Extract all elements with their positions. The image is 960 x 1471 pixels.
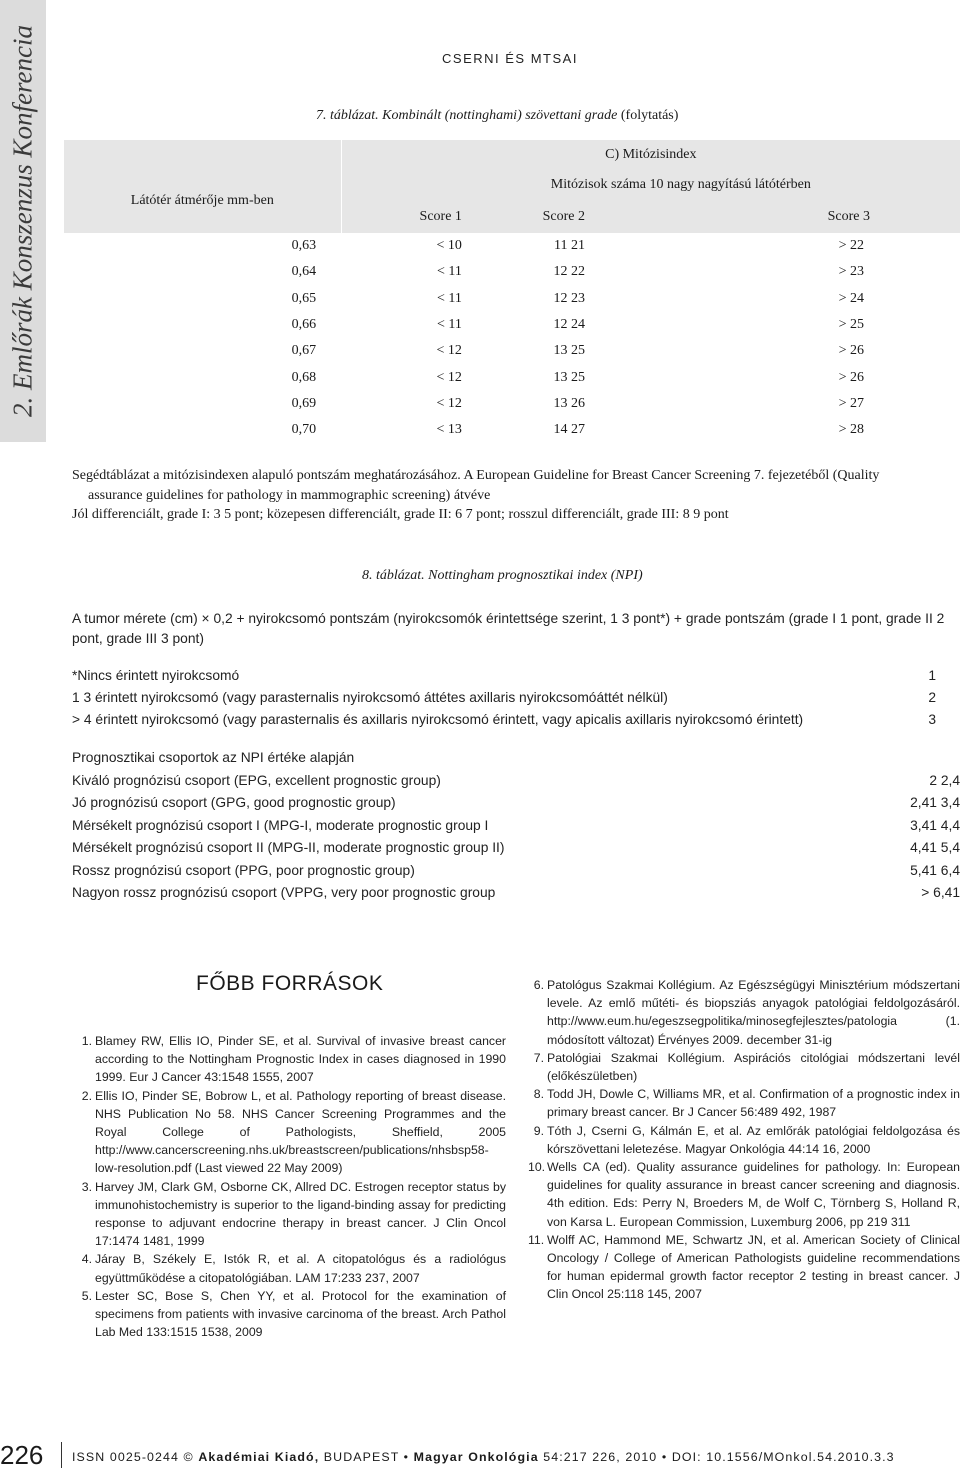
footer-divider — [61, 1442, 62, 1468]
table-cell: 0,68 — [291, 369, 317, 385]
table-row — [64, 286, 960, 312]
references-left-column — [76, 1032, 506, 1341]
list-item — [72, 665, 960, 687]
table-cell: > 27 — [838, 395, 864, 411]
table-row — [64, 233, 960, 259]
reference-item — [528, 1158, 960, 1231]
table7-caption — [316, 108, 678, 124]
reference-number: 10. — [528, 1160, 546, 1175]
footer-citation — [72, 1450, 895, 1464]
npi-group-label: Rossz prognózisú csoport (PPG, poor prognostic group) — [72, 862, 415, 878]
reference-text: Ellis IO, Pinder SE, Bobrow L, et al. Pathology reporting of breast disease. NHS Publication No 58. NHS Cancer Screening Programmes and the Royal College of Pathologists, Sheffield, 2005 http://www.cancerscreening.nhs.uk/breastscreen/publications/nhsbsp58-low-resolution.pdf (Last viewed 22 May 2009) — [95, 1088, 506, 1176]
npi-group-label: Kiváló prognózisú csoport (EPG, excellent prognostic group) — [72, 772, 441, 788]
list-item — [72, 709, 960, 731]
table-cell: > 25 — [838, 317, 864, 333]
reference-item — [528, 1122, 960, 1158]
table7-col-score1: Score 1 — [341, 201, 462, 233]
reference-number: 5. — [81, 1288, 92, 1303]
table-cell: 11 21 — [553, 238, 585, 254]
table7-caption-title: Kombinált (nottinghami) szövettani grade — [382, 108, 618, 123]
table-row — [64, 364, 960, 390]
table-cell: < 12 — [436, 369, 462, 385]
npi-node-value: 2 — [928, 690, 936, 705]
npi-node-scores — [72, 665, 960, 731]
npi-formula: A tumor mérete (cm) × 0,2 + nyirokcsomó pontszám (nyirokcsomók érintettsége szerint, 1 3 pont*) + grade pontszám (grade I 1 pont, grade II 2 pont, grade III 3 pont) — [72, 611, 945, 646]
reference-text: Patológiai Szakmai Kollégium. Aspirációs citológiai módszertani levél (előkészületben) — [547, 1050, 960, 1084]
npi-table — [72, 609, 960, 905]
footer-volume-doi: 54:217 226, 2010 • DOI: 10.1556/MOnkol.54.2010.3.3 — [543, 1450, 895, 1464]
table7-note-2: Jól differenciált, grade I: 3 5 pont; közepesen differenciált, grade II: 6 7 pont; rosszul differenciált, grade III: 8 9 pont — [72, 507, 729, 522]
table8-caption-title: Nottingham prognosztikai index (NPI) — [428, 568, 643, 583]
table-cell: 0,65 — [291, 290, 317, 306]
list-item — [72, 815, 960, 838]
table-cell: < 12 — [436, 343, 462, 359]
table-cell: < 10 — [436, 238, 462, 254]
table-row — [64, 312, 960, 338]
footer-publisher: Akadémiai Kiadó, — [198, 1450, 320, 1464]
table-cell: < 13 — [436, 422, 462, 438]
reference-number: 4. — [81, 1252, 92, 1267]
reference-number: 11. — [528, 1232, 545, 1247]
table-cell: 12 22 — [553, 264, 585, 280]
reference-item — [76, 1250, 506, 1286]
table-cell: > 26 — [838, 343, 864, 359]
table-cell: > 23 — [838, 264, 864, 280]
footer-city: BUDAPEST • — [323, 1450, 410, 1464]
table-cell: 0,63 — [291, 238, 317, 254]
npi-groups — [72, 747, 960, 905]
table7-group-header: Mitózisok száma 10 nagy nagyítású látótérben — [341, 169, 960, 201]
reference-number: 7. — [533, 1050, 544, 1065]
npi-node-label: *Nincs érintett nyirokcsomó — [72, 668, 240, 683]
npi-group-value: 4,41 5,4 — [910, 840, 960, 855]
table7-col-score3: Score 3 — [587, 201, 960, 233]
table-cell: < 11 — [437, 317, 462, 333]
footer-journal: Magyar Onkológia — [413, 1450, 539, 1464]
sidebar-conference-title: 2. Emlőrák Konszenzus Konferencia — [7, 25, 38, 417]
table8-caption-number: 8. táblázat. — [362, 568, 425, 583]
table-cell: 0,64 — [291, 264, 317, 280]
reference-number: 3. — [81, 1179, 92, 1194]
table-cell: 13 26 — [553, 395, 585, 411]
page-footer — [0, 1440, 960, 1470]
table-cell: 13 25 — [553, 369, 585, 385]
table-row — [64, 391, 960, 417]
reference-item — [76, 1178, 506, 1251]
reference-text: Blamey RW, Ellis IO, Pinder SE, et al. Survival of invasive breast cancer according to the Nottingham Prognostic Index in cases diagnosed in 1990 1999. Eur J Cancer 43:1548 1555, 2007 — [95, 1034, 506, 1085]
table8-caption — [362, 568, 643, 584]
reference-number: 8. — [533, 1087, 544, 1102]
reference-number: 6. — [533, 978, 544, 992]
list-item — [72, 837, 960, 860]
table7-notes — [72, 466, 960, 525]
reference-item — [528, 976, 960, 1049]
npi-groups-title-text: Prognosztikai csoportok az NPI értéke alapján — [72, 750, 355, 765]
reference-item — [76, 1087, 506, 1178]
list-item — [72, 792, 960, 815]
reference-item — [528, 1085, 960, 1121]
reference-text: Harvey JM, Clark GM, Osborne CK, Allred DC. Estrogen receptor status by immunohistochemistry is superior to the ligand-binding assay for predicting response to adjuvant endocrine therapy in breast cancer. J Clin Oncol 17:1474 1481, 1999 — [95, 1179, 506, 1249]
npi-group-label: Jó prognózisú csoport (GPG, good prognostic group) — [72, 795, 396, 810]
npi-group-label: Mérsékelt prognózisú csoport I (MPG-I, moderate prognostic group I — [72, 817, 489, 833]
page-number: 226 — [0, 1440, 44, 1470]
reference-text: Wells CA (ed). Quality assurance guidelines for pathology. In: European guidelines for quality assurance in breast cancer screening and diagnosis. 4th edition. Eds: Perry N, Broeders M, de Wolf C, Törnberg S, Holland R, von Karsa L. European Commission, Luxemburg 2006, pp 219 311 — [547, 1160, 960, 1229]
table-cell: < 11 — [437, 290, 462, 306]
sidebar-band — [0, 0, 46, 442]
table7-section-header: C) Mitózisindex — [341, 140, 960, 169]
mitosis-index-table — [64, 140, 960, 443]
reference-text: Wolff AC, Hammond ME, Schwartz JN, et al. American Society of Clinical Oncology / College of American Pathologists guideline recommendations for human epidermal growth factor receptor 2 testing in breast cancer. J Clin Oncol 25:118 145, 2007 — [547, 1232, 960, 1302]
table-cell: > 24 — [838, 290, 864, 306]
npi-node-value: 1 — [928, 668, 936, 683]
footer-issn: ISSN 0025-0244 © — [72, 1450, 194, 1464]
npi-group-value: > 6,41 — [921, 885, 960, 900]
table-cell: 0,67 — [291, 343, 317, 359]
table7-caption-number: 7. táblázat. — [316, 108, 379, 123]
npi-group-value: 2,41 3,4 — [910, 795, 960, 810]
npi-group-label: Nagyon rossz prognózisú csoport (VPPG, very poor prognostic group — [72, 885, 496, 900]
npi-node-label: 1 3 érintett nyirokcsomó (vagy parasternalis nyirokcsomó áttétes axillaris nyirokcsomóáttét nélkül) — [72, 690, 668, 705]
npi-node-label: > 4 érintett nyirokcsomó (vagy parasternalis és axillaris nyirokcsomó érintett, vagy apicalis axillaris nyirokcsomó érintett) — [72, 712, 804, 727]
references-title: FŐBB FORRÁSOK — [196, 972, 384, 995]
reference-text: Patológus Szakmai Kollégium. Az Egészségügyi Minisztérium módszertani levele. Az emlő műtéti- és biopsziás anyagok patológiai feldolgozásáról. http://www.eum.hu/egeszsegpolitika/minosegfejlesztes/patologia (1. módosított változat) Érvényes 2009. december 31-ig — [547, 978, 960, 1047]
table-cell: 12 23 — [553, 290, 585, 306]
reference-item — [76, 1032, 506, 1087]
table7-col-score2: Score 2 — [462, 201, 587, 233]
table7-row-header: Látótér átmérője mm-ben — [64, 169, 341, 233]
npi-node-value: 3 — [928, 712, 936, 727]
reference-text: Todd JH, Dowle C, Williams MR, et al. Confirmation of a prognostic index in primary breast cancer. Br J Cancer 56:489 492, 1987 — [547, 1087, 960, 1120]
npi-group-label: Mérsékelt prognózisú csoport II (MPG-II, moderate prognostic group II) — [72, 840, 505, 855]
list-item — [72, 770, 960, 793]
table-cell: < 12 — [436, 395, 462, 411]
table7-note-1a: Segédtáblázat a mitózisindexen alapuló pontszám meghatározásához. A European Guideline for Breast Cancer Screening 7. fejezetéből (Quality — [72, 468, 880, 483]
list-item — [72, 860, 960, 883]
table-cell: 0,66 — [291, 317, 317, 333]
table-cell: 0,69 — [291, 395, 317, 411]
list-item — [72, 687, 960, 709]
table-cell: 13 25 — [553, 343, 585, 359]
reference-text: Járay B, Székely E, Istók R, et al. A citopatológus és a radiológus együttműködése a citopatológiában. LAM 17:233 237, 2007 — [95, 1252, 506, 1285]
npi-group-value: 3,41 4,4 — [910, 817, 960, 833]
npi-group-value: 2 2,4 — [929, 772, 960, 788]
table7-body — [64, 233, 960, 443]
table-cell: 0,70 — [291, 422, 317, 438]
table7-corner — [64, 140, 341, 169]
table7-caption-suffix: (folytatás) — [620, 108, 679, 123]
table-cell: > 26 — [838, 369, 864, 385]
references-right-column — [528, 976, 960, 1304]
reference-text: Lester SC, Bose S, Chen YY, et al. Protocol for the examination of specimens from patients with invasive carcinoma of the breast. Arch Pathol Lab Med 133:1515 1538, 2009 — [95, 1288, 506, 1340]
npi-groups-title — [72, 747, 960, 770]
table-cell: 14 27 — [553, 422, 585, 438]
reference-item — [528, 1049, 960, 1085]
table-cell: > 22 — [838, 238, 864, 254]
table-row — [64, 417, 960, 443]
list-item — [72, 882, 960, 905]
reference-number: 9. — [533, 1123, 544, 1138]
table-row — [64, 259, 960, 285]
running-head: CSERNI ÉS MTSAI — [442, 51, 578, 66]
reference-number: 1. — [81, 1034, 92, 1048]
table-cell: > 28 — [838, 422, 864, 438]
table-cell: 12 24 — [553, 317, 585, 333]
table-row — [64, 338, 960, 364]
reference-item — [528, 1231, 960, 1304]
table7-note-1b: assurance guidelines for pathology in mammographic screening) átvéve — [88, 487, 491, 503]
reference-text: Tóth J, Cserni G, Kálmán E, et al. Az emlőrák patológiai feldolgozása és kórszövettani leletezése. Magyar Onkológia 44:14 16, 2000 — [547, 1123, 960, 1156]
reference-number: 2. — [81, 1088, 92, 1103]
table-cell: < 11 — [437, 264, 462, 280]
reference-item — [76, 1287, 506, 1342]
npi-group-value: 5,41 6,4 — [910, 862, 960, 878]
